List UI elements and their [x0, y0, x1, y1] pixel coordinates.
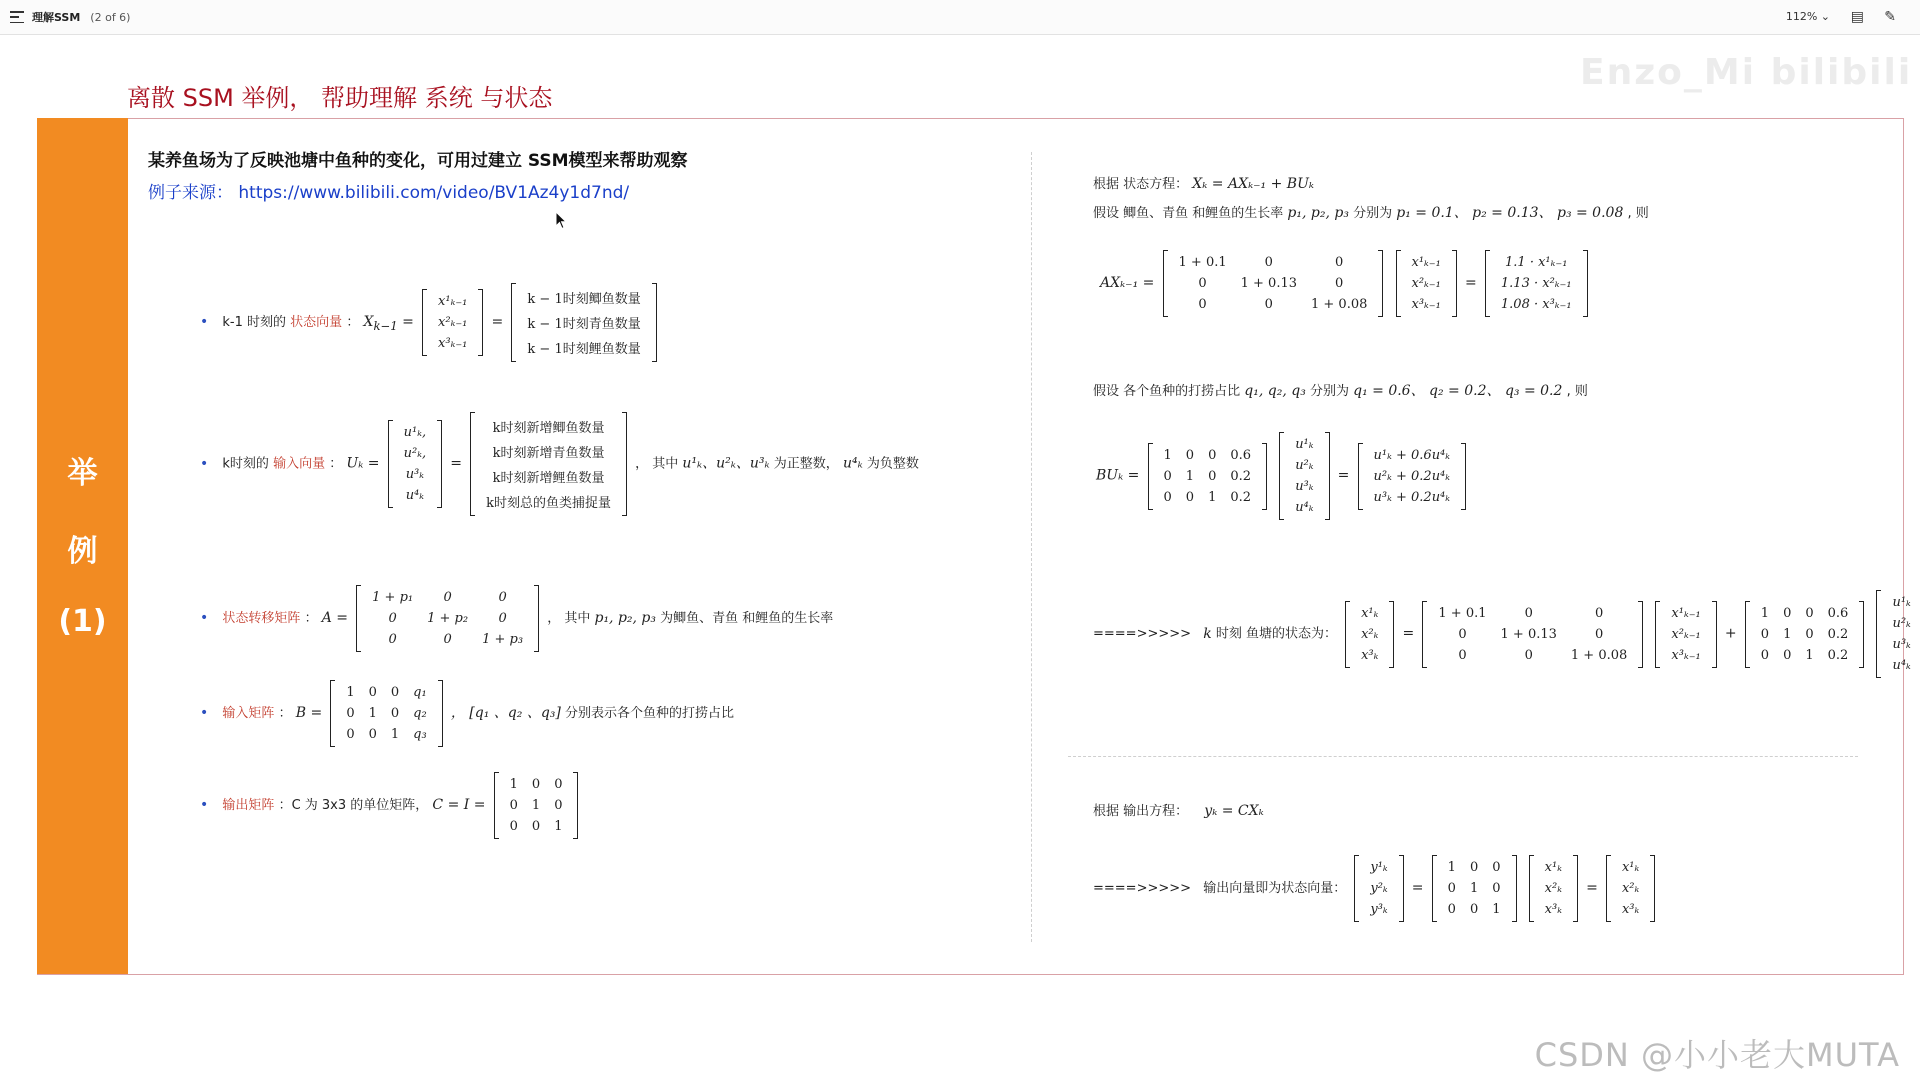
- matrix-cell: x²ₖ₋₁: [1411, 276, 1441, 291]
- menu-icon[interactable]: [10, 11, 24, 23]
- output-c: [1432, 855, 1517, 922]
- matrix-cell: 1: [1760, 605, 1770, 621]
- bullet-icon: •: [200, 455, 209, 472]
- bilibili-watermark: Enzo_Mi bilibili: [1580, 52, 1913, 93]
- output-result: [1606, 855, 1655, 922]
- matrix-cell: x¹ₖ: [1544, 860, 1562, 875]
- matrix-cell: 0: [1185, 447, 1195, 463]
- output-vector-label: 输出向量即为状态向量：: [1203, 881, 1347, 896]
- transition-matrix-row: [200, 585, 833, 652]
- sidebar-char-3: (1): [58, 604, 107, 639]
- catch-mid: 分别为: [1309, 384, 1349, 399]
- matrix-cell: 0: [498, 611, 507, 626]
- vec-entry: k时刻新增鲤鱼数量: [492, 471, 605, 486]
- sidebar-char-2: 例: [67, 534, 98, 569]
- growth-vars: p₁, p₂, p₃: [1287, 205, 1349, 221]
- matrix-cell: 0: [388, 611, 397, 626]
- matrix-cell: 1: [531, 798, 541, 813]
- matrix-cell: 0: [554, 777, 563, 792]
- matrix-cell: 0: [1783, 647, 1792, 663]
- matrix-cell: 0: [390, 706, 400, 721]
- matrix-cell: u²ₖ: [1295, 458, 1314, 473]
- matrix-cell: 0: [1524, 605, 1533, 621]
- row1-lhs: $X_{k-1}$ =: [363, 314, 414, 333]
- matrix-cell: 1 + 0.08: [1570, 647, 1628, 663]
- matrix-cell: x³ₖ: [1544, 902, 1562, 917]
- matrix-cell: q₂: [413, 706, 427, 721]
- matrix-cell: 0.2: [1827, 647, 1849, 663]
- matrix-cell: q₃: [413, 727, 427, 742]
- intro-text: 某养鱼场为了反映池塘中鱼种的变化，可用过建立 SSM模型来帮助观察: [148, 151, 688, 171]
- matrix-cell: 0: [1760, 647, 1770, 663]
- matrix-cell: u³ₖ: [1892, 637, 1911, 652]
- mouse-cursor-icon: [555, 211, 569, 231]
- row5-term: 输出矩阵: [222, 798, 275, 813]
- vec-entry: x²ₖ₋₁: [438, 315, 468, 330]
- bu-lhs: BUₖ =: [1096, 467, 1140, 484]
- matrix-cell: 0.2: [1230, 489, 1252, 505]
- bu-result: [1358, 443, 1466, 510]
- state-k-a: [1422, 601, 1643, 668]
- matrix-cell: u²ₖ + 0.2u⁴ₖ: [1373, 468, 1451, 484]
- output-matrix-row: [200, 772, 582, 839]
- matrix-cell: 0: [1492, 881, 1501, 896]
- matrix-cell: 0: [1208, 447, 1217, 463]
- state-k-xprev: [1655, 601, 1716, 668]
- row2-note: 为正整数，: [773, 456, 839, 472]
- matrix-cell: 0: [1760, 626, 1770, 642]
- matrix-cell: 0: [1805, 626, 1814, 642]
- row4-lhs: B =: [295, 705, 323, 721]
- vec-entry: k − 1时刻青鱼数量: [527, 317, 641, 332]
- zoom-dropdown[interactable]: [1786, 10, 1830, 23]
- matrix-cell: 1 + 0.13: [1240, 276, 1297, 291]
- bullet-icon: •: [200, 705, 209, 721]
- matrix-cell: x³ₖ₋₁: [1671, 647, 1701, 663]
- input-matrix-row: [200, 680, 734, 747]
- bullet-icon: •: [200, 610, 209, 626]
- matrix-cell: 1.13 · x²ₖ₋₁: [1500, 276, 1572, 291]
- matrix-cell: 0: [443, 590, 452, 605]
- row4-colon: ：: [278, 706, 292, 721]
- page-view-icon[interactable]: ▤: [1850, 9, 1864, 25]
- matrix-cell: 0: [1492, 860, 1501, 875]
- matrix-cell: 0: [1198, 297, 1207, 312]
- growth-values: p₁ = 0.1、 p₂ = 0.13、 p₃ = 0.08: [1396, 205, 1624, 221]
- growth-rate-line: [1093, 202, 1649, 222]
- output-eq-label: 根据 输出方程：: [1093, 804, 1189, 819]
- row1-lhs-sym: X: [363, 314, 374, 330]
- matrix-cell: 0: [531, 777, 541, 792]
- vec-entry: k − 1时刻鲫鱼数量: [527, 292, 641, 307]
- output-eq: yₖ = CXₖ: [1204, 803, 1264, 819]
- matrix-cell: x²ₖ: [1621, 881, 1640, 896]
- matrix-cell: u⁴ₖ: [1892, 658, 1911, 673]
- matrix-cell: x¹ₖ₋₁: [1671, 605, 1701, 621]
- state-eq: Xₖ = AXₖ₋₁ + BUₖ: [1192, 176, 1314, 192]
- matrix-cell: 1: [368, 706, 377, 721]
- matrix-cell: 1: [1492, 902, 1501, 917]
- sidebar-banner: [37, 118, 128, 974]
- growth-label: 假设 鲫鱼、青鱼 和鲤鱼的生长率: [1093, 206, 1284, 221]
- page-indicator: (2 of 6): [90, 10, 131, 24]
- row3-colon: ：: [304, 611, 318, 626]
- row3-note-vars: p₁, p₂, p₃: [594, 610, 657, 626]
- state-vector-row: • k-1 时刻的 状态向量 ： $X_{k-1}$ = x¹ₖ₋₁ x²ₖ₋₁ x³ₖ₋₁ = k − 1时刻鲫鱼数量 k − 1时刻青鱼数量 k − 1时刻鲤鱼数量: [200, 283, 661, 362]
- vec-entry: k时刻新增青鱼数量: [492, 446, 605, 461]
- catch-vars: q₁, q₂, q₃: [1244, 383, 1306, 399]
- row2-lhs: Uₖ =: [346, 455, 380, 472]
- matrix-cell: u⁴ₖ: [1295, 500, 1314, 515]
- matrix-cell: 0: [1594, 605, 1604, 621]
- state-eq-label: 根据 状态方程：: [1093, 177, 1189, 192]
- matrix-cell: 0: [1524, 647, 1533, 663]
- matrix-cell: 0: [1783, 605, 1792, 621]
- bu-vector: [1279, 432, 1329, 520]
- matrix-cell: 0: [1805, 605, 1814, 621]
- matrix-cell: 1.1 · x¹ₖ₋₁: [1505, 255, 1568, 270]
- catch-values: q₁ = 0.6、 q₂ = 0.2、 q₃ = 0.2: [1353, 383, 1563, 399]
- zoom-level: 112%: [1785, 10, 1818, 23]
- ax-lhs: AXₖ₋₁ =: [1100, 275, 1155, 291]
- matrix-cell: 0: [1594, 626, 1604, 642]
- matrix-cell: 0: [1447, 902, 1456, 917]
- matrix-cell: 1 + p₂: [427, 611, 469, 626]
- matrix-cell: x¹ₖ: [1361, 605, 1379, 621]
- bu-equation: BUₖ = 1 0 0 0.6 0 1 0 0.2 0 0 1 0.2 u¹ₖ u²ₖ u³ₖ u⁴ₖ = u¹ₖ + 0.6u⁴ₖ u²ₖ + 0.2u⁴ₖ u³ₖ + 0.2u⁴ₖ: [1096, 432, 1470, 520]
- matrix-cell: 0: [1458, 626, 1467, 642]
- state-k-equation: ====>>>>> k 时刻 鱼塘的状态为： x¹ₖ x²ₖ x³ₖ = 1 + 0.1 0 0 0 1 + 0.13 0 0 0 1 + 0.08 x¹ₖ₋₁ x²ₖ₋₁ x³ₖ₋₁ + 1 0 0 0.6 0 1 0 0.2 0 0 1 0.2 u¹ₖ u²ₖ u³ₖ u⁴ₖ: [1093, 590, 1920, 678]
- matrix-cell: 0: [368, 685, 377, 700]
- matrix-cell: x¹ₖ₋₁: [1411, 255, 1441, 270]
- matrix-cell: 0: [509, 798, 518, 813]
- matrix-cell: 1: [1185, 468, 1195, 484]
- output-y: [1354, 855, 1403, 922]
- viewer-toolbar: [0, 0, 1920, 35]
- matrix-cell: 0: [1458, 647, 1467, 663]
- row2-colon: ：: [329, 456, 343, 472]
- matrix-cell: 0: [498, 590, 507, 605]
- vec-entry: k时刻总的鱼类捕捉量: [486, 496, 611, 511]
- catch-end: , 则: [1566, 384, 1588, 399]
- row2-prefix: k时刻的: [222, 456, 269, 472]
- vec-entry: u²ₖ,: [403, 446, 427, 461]
- vec-entry: u³ₖ: [405, 467, 425, 482]
- state-k-b: [1745, 601, 1865, 668]
- state-k-label: 时刻 鱼塘的状态为：: [1215, 626, 1337, 642]
- slide-frame: [37, 118, 1904, 975]
- matrix-cell: 0: [443, 632, 452, 647]
- matrix-cell: 0: [1447, 881, 1456, 896]
- growth-mid: 分别为: [1353, 206, 1393, 221]
- matrix-cell: 0: [1335, 276, 1344, 291]
- matrix-cell: 0: [1163, 489, 1172, 505]
- output-vector-equation: ====>>>>> 输出向量即为状态向量： y¹ₖ y²ₖ y³ₖ = 1 0 0 0 1 0 0 0 1 x¹ₖ x²ₖ x³ₖ = x¹ₖ x²ₖ x³ₖ: [1093, 855, 1659, 922]
- row5-lhs: C = I =: [432, 797, 486, 813]
- matrix-cell: x²ₖ: [1361, 626, 1379, 642]
- matrix-cell: q₁: [413, 685, 427, 700]
- row3-lhs: A =: [321, 610, 349, 626]
- matrix-cell: 0.2: [1230, 468, 1252, 484]
- output-equation-line: [1093, 800, 1264, 819]
- row2-desc-vector: [470, 412, 627, 516]
- matrix-cell: u¹ₖ: [1892, 595, 1911, 610]
- state-equation-line: [1093, 173, 1314, 192]
- bullet-icon: •: [200, 797, 209, 813]
- matrix-cell: u²ₖ: [1892, 616, 1911, 631]
- bu-matrix: [1148, 443, 1268, 510]
- input-vector-row: • k时刻的 输入向量 ： Uₖ = u¹ₖ, u²ₖ, u³ₖ u⁴ₖ = k时刻新增鲫鱼数量 k时刻新增青鱼数量 k时刻新增鲤鱼数量 k时刻总的鱼类捕捉量 ， 其中 u¹ₖ、u²ₖ、u³ₖ 为正整数， u⁴ₖ 为负整数: [200, 412, 919, 516]
- row4-note: 分别表示各个鱼种的打捞占比: [565, 706, 735, 721]
- matrix-cell: 0: [1185, 489, 1195, 505]
- matrix-cell: 0: [1469, 902, 1479, 917]
- matrix-cell: 1: [554, 819, 563, 834]
- matrix-B: [330, 680, 442, 747]
- vec-entry: x³ₖ₋₁: [438, 336, 468, 351]
- row3-term: 状态转移矩阵: [222, 611, 301, 626]
- matrix-cell: 1: [1783, 626, 1792, 642]
- growth-end: , 则: [1627, 206, 1649, 221]
- matrix-cell: 1: [1208, 489, 1217, 505]
- matrix-cell: y¹ₖ: [1370, 860, 1388, 875]
- section-divider: [1068, 756, 1858, 757]
- catch-ratio-line: [1093, 380, 1588, 400]
- matrix-cell: 1 + 0.08: [1311, 297, 1368, 312]
- matrix-cell: x²ₖ₋₁: [1671, 626, 1701, 642]
- row1-prefix: k-1 时刻的: [222, 315, 287, 330]
- row2-note: 为负整数: [866, 456, 919, 472]
- matrix-cell: 1: [390, 727, 400, 742]
- vec-entry: k − 1时刻鲤鱼数量: [527, 342, 641, 357]
- matrix-cell: 1: [1805, 647, 1814, 663]
- matrix-cell: 0: [346, 727, 355, 742]
- row2-note-var: u⁴ₖ: [842, 455, 863, 472]
- slide-heading: 离散 SSM 举例， 帮助理解 系统 与状态: [127, 84, 553, 112]
- row1-colon: ：: [346, 315, 360, 330]
- matrix-cell: 0: [1264, 255, 1273, 270]
- matrix-C: [494, 772, 579, 839]
- vec-entry: k时刻新增鲫鱼数量: [492, 421, 605, 436]
- row1-lhs-sub: k−1: [373, 318, 398, 333]
- matrix-cell: 1 + 0.1: [1178, 255, 1227, 270]
- matrix-cell: 1: [1469, 881, 1479, 896]
- row2-vector: [388, 420, 442, 508]
- matrix-cell: x³ₖ: [1621, 902, 1640, 917]
- matrix-cell: y²ₖ: [1370, 881, 1388, 896]
- matrix-cell: 0: [1335, 255, 1344, 270]
- row2-term: 输入向量: [273, 456, 326, 472]
- matrix-cell: 0: [554, 798, 563, 813]
- matrix-cell: 0.6: [1230, 447, 1252, 463]
- matrix-cell: 0.2: [1827, 626, 1849, 642]
- sidebar-char-1: 举: [67, 456, 98, 491]
- matrix-cell: 0: [388, 632, 397, 647]
- vec-entry: u¹ₖ,: [403, 425, 427, 440]
- matrix-cell: 0: [1469, 860, 1479, 875]
- matrix-cell: 1 + p₁: [372, 590, 414, 605]
- row4-term: 输入矩阵: [222, 706, 275, 721]
- row1-desc-vector: [511, 283, 656, 362]
- row5-desc: ：C 为 3x3 的单位矩阵，: [278, 798, 429, 813]
- bullet-icon: •: [200, 314, 209, 330]
- matrix-cell: 1: [509, 777, 518, 792]
- matrix-cell: x¹ₖ: [1621, 860, 1640, 875]
- matrix-cell: u³ₖ + 0.2u⁴ₖ: [1373, 489, 1451, 505]
- k-symbol: k: [1203, 625, 1212, 642]
- arrow-text: ====>>>>>: [1093, 626, 1192, 642]
- matrix-cell: 0: [1163, 468, 1172, 484]
- matrix-cell: 0: [509, 819, 518, 834]
- state-k-u: [1876, 590, 1920, 678]
- matrix-cell: 1 + 0.1: [1438, 605, 1487, 621]
- output-x: [1529, 855, 1578, 922]
- matrix-cell: 1: [1163, 447, 1172, 463]
- row2-note: ， 其中: [635, 456, 679, 472]
- matrix-cell: 0: [1198, 276, 1207, 291]
- matrix-cell: 1: [346, 685, 355, 700]
- ax-vector: [1396, 250, 1457, 317]
- matrix-cell: y³ₖ: [1370, 902, 1388, 917]
- row1-term: 状态向量: [290, 315, 343, 330]
- matrix-cell: 1.08 · x³ₖ₋₁: [1500, 297, 1572, 312]
- vec-entry: u⁴ₖ: [405, 488, 425, 503]
- matrix-cell: u¹ₖ + 0.6u⁴ₖ: [1373, 447, 1451, 463]
- document-title: 理解SSM: [32, 11, 81, 24]
- matrix-cell: u³ₖ: [1295, 479, 1314, 494]
- matrix-cell: x³ₖ₋₁: [1411, 297, 1441, 312]
- annotate-icon[interactable]: ✎: [1884, 9, 1896, 25]
- matrix-cell: 0: [531, 819, 541, 834]
- matrix-cell: x³ₖ: [1361, 647, 1379, 663]
- arrow-text: ====>>>>>: [1093, 881, 1192, 896]
- column-divider: [1031, 152, 1032, 942]
- row4-note-vars: ， [q₁ 、q₂ 、q₃]: [450, 705, 561, 721]
- row3-note: ， 其中: [547, 611, 591, 626]
- matrix-cell: u¹ₖ: [1295, 437, 1314, 452]
- source-line: [148, 178, 629, 203]
- catch-label: 假设 各个鱼种的打捞占比: [1093, 384, 1241, 399]
- csdn-watermark: CSDN @小小老大MUTA: [1534, 1036, 1900, 1074]
- row2-note-vars: u¹ₖ、u²ₖ、u³ₖ: [682, 455, 770, 472]
- matrix-cell: 0: [346, 706, 355, 721]
- chevron-down-icon: ⌄: [1820, 10, 1830, 23]
- matrix-cell: 0: [390, 685, 400, 700]
- matrix-cell: 1 + p₃: [482, 632, 524, 647]
- row1-vector: [422, 289, 483, 356]
- ax-equation: AXₖ₋₁ = 1 + 0.1 0 0 0 1 + 0.13 0 0 0 1 + 0.08 x¹ₖ₋₁ x²ₖ₋₁ x³ₖ₋₁ = 1.1 · x¹ₖ₋₁ 1.13 · x²ₖ₋₁ 1.08 · x³ₖ₋₁: [1100, 250, 1592, 317]
- matrix-cell: 0: [1208, 468, 1217, 484]
- vec-entry: x¹ₖ₋₁: [438, 294, 468, 309]
- source-link[interactable]: https://www.bilibili.com/video/BV1Az4y1d7nd/: [238, 183, 630, 203]
- matrix-cell: 0: [1264, 297, 1273, 312]
- matrix-cell: 1 + 0.13: [1500, 626, 1557, 642]
- state-k-x: [1345, 601, 1394, 668]
- ax-result: [1485, 250, 1588, 317]
- ax-matrix: [1163, 250, 1384, 317]
- matrix-A: [356, 585, 539, 652]
- matrix-cell: x²ₖ: [1544, 881, 1562, 896]
- matrix-cell: 1: [1447, 860, 1456, 875]
- matrix-cell: 0: [368, 727, 377, 742]
- source-label: 例子来源：: [148, 183, 233, 203]
- matrix-cell: 0.6: [1827, 605, 1849, 621]
- row3-note: 为鲫鱼、青鱼 和鲤鱼的生长率: [660, 611, 834, 626]
